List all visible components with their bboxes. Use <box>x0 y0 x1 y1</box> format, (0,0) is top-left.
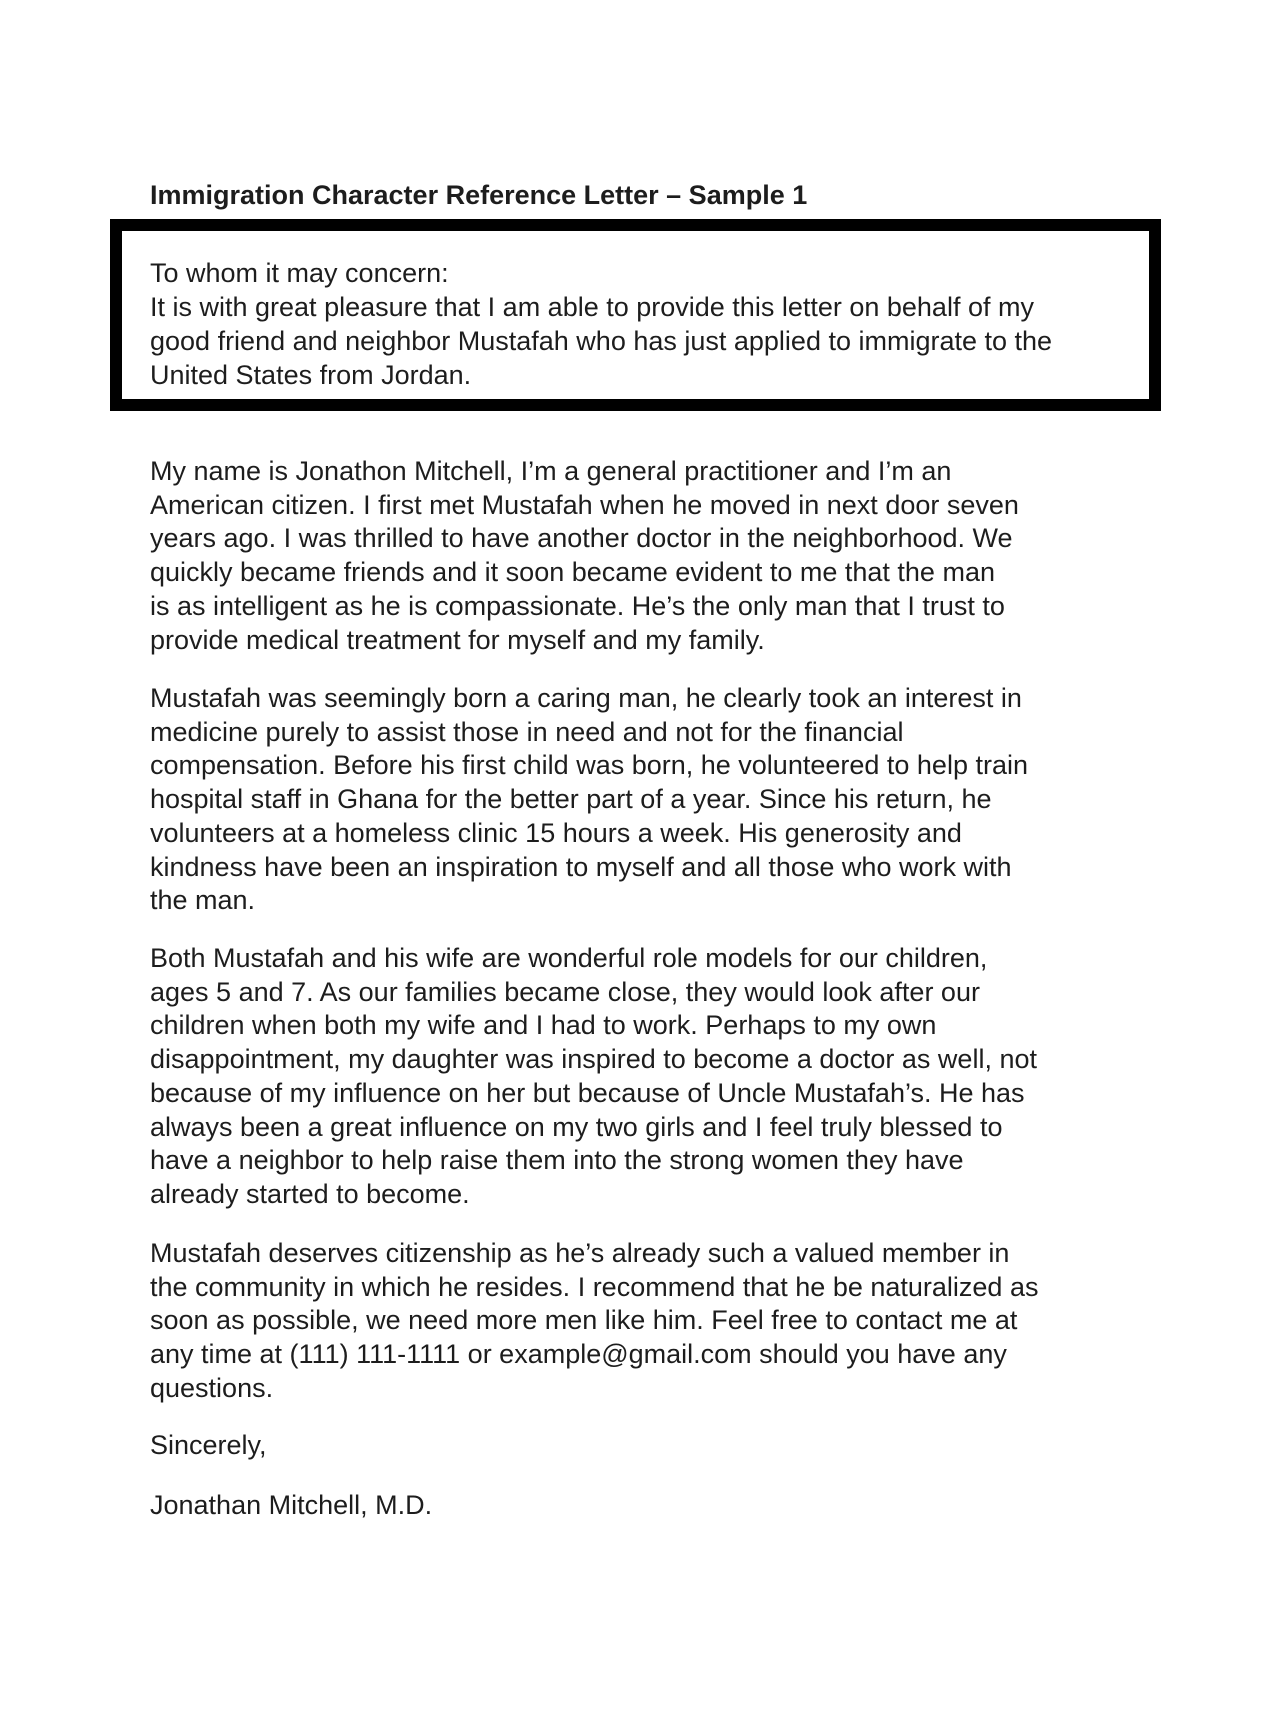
paragraph-line: kindness have been an inspiration to myself and all those who work with <box>150 851 1012 882</box>
paragraph-line: hospital staff in Ghana for the better part of a year. Since his return, he <box>150 784 992 815</box>
paragraph-character <box>150 682 1140 918</box>
closing-text: Sincerely, <box>150 1430 267 1460</box>
paragraph-line: always been a great influence on my two girls and I feel truly blessed to <box>150 1111 1003 1142</box>
paragraph-line: the community in which he resides. I recommend that he be naturalized as <box>150 1271 1039 1302</box>
paragraph-line: the man. <box>150 885 256 916</box>
paragraph-line: have a neighbor to help raise them into the strong women they have <box>150 1145 964 1176</box>
closing <box>150 1429 1140 1463</box>
paragraph-line: medicine purely to assist those in need and not for the financial <box>150 716 904 747</box>
document-title: Immigration Character Reference Letter – Sample 1 <box>150 180 808 210</box>
paragraph-line: children when both my wife and I had to work. Perhaps to my own <box>150 1010 937 1041</box>
intro-line: United States from Jordan. <box>150 360 472 390</box>
intro-line: good friend and neighbor Mustafah who has just applied to immigrate to the <box>150 326 1053 356</box>
paragraph-line: volunteers at a homeless clinic 15 hours a week. His generosity and <box>150 817 962 848</box>
intro-block <box>150 256 1140 392</box>
paragraph-introduction <box>150 455 1140 657</box>
paragraph-line: questions. <box>150 1372 274 1403</box>
salutation: To whom it may concern: <box>150 258 449 288</box>
paragraph-line: years ago. I was thrilled to have another doctor in the neighborhood. We <box>150 523 1013 554</box>
paragraph-line: is as intelligent as he is compassionate. He’s the only man that I trust to <box>150 590 1005 621</box>
paragraph-line: compensation. Before his first child was born, he volunteered to help train <box>150 750 1028 781</box>
paragraph-line: already started to become. <box>150 1178 470 1209</box>
paragraph-line: American citizen. I first met Mustafah when he moved in next door seven <box>150 489 1019 520</box>
paragraph-line: because of my influence on her but because of Uncle Mustafah’s. He has <box>150 1077 1025 1108</box>
paragraph-line: soon as possible, we need more men like him. Feel free to contact me at <box>150 1305 1018 1336</box>
paragraph-recommendation <box>150 1237 1140 1406</box>
paragraph-line: disappointment, my daughter was inspired to become a doctor as well, not <box>150 1044 1037 1075</box>
paragraph-line: provide medical treatment for myself and my family. <box>150 624 765 655</box>
paragraph-line: ages 5 and 7. As our families became close, they would look after our <box>150 976 980 1007</box>
paragraph-line: My name is Jonathon Mitchell, I’m a general practitioner and I’m an <box>150 456 952 486</box>
paragraph-family <box>150 942 1140 1212</box>
paragraph-line: Mustafah deserves citizenship as he’s already such a valued member in <box>150 1238 1010 1268</box>
paragraph-line: Mustafah was seemingly born a caring man, he clearly took an interest in <box>150 683 1022 713</box>
paragraph-line: any time at (111) 111-1111 or example@gmail.com should you have any <box>150 1339 1007 1370</box>
signature-text: Jonathan Mitchell, M.D. <box>150 1490 433 1520</box>
paragraph-line: quickly became friends and it soon became evident to me that the man <box>150 557 995 588</box>
signature <box>150 1489 1140 1523</box>
paragraph-line: Both Mustafah and his wife are wonderful role models for our children, <box>150 943 988 973</box>
intro-line: It is with great pleasure that I am able to provide this letter on behalf of my <box>150 292 1034 322</box>
